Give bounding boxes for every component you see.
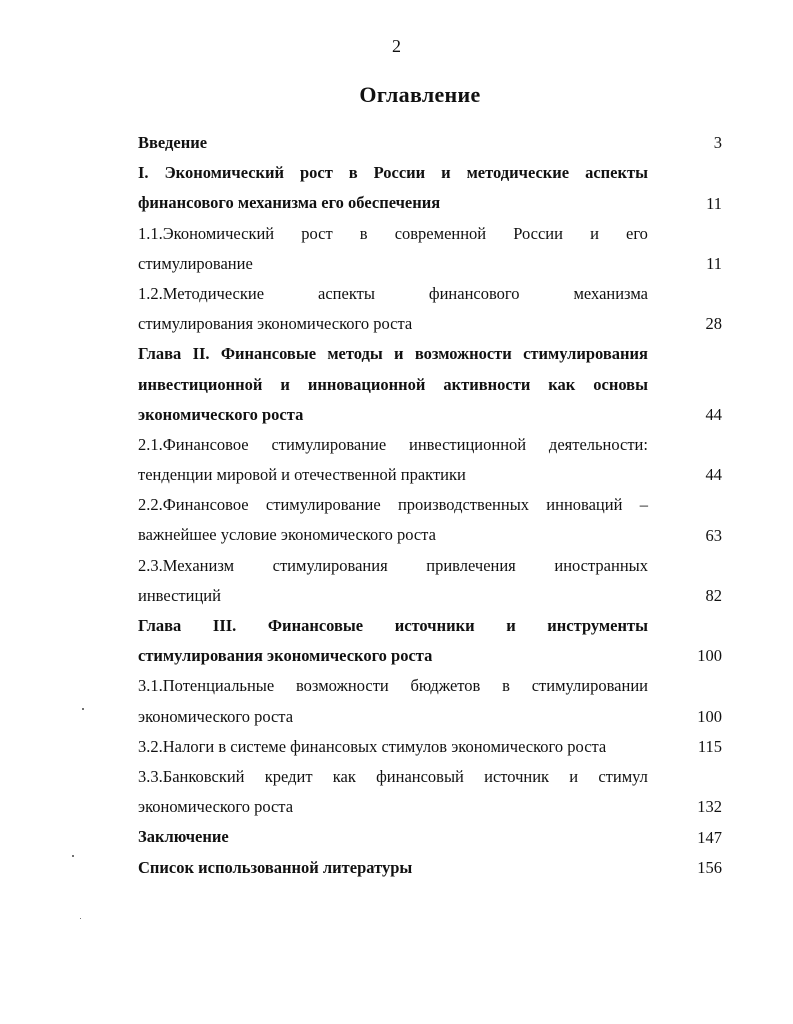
toc-entry-text: возможности <box>295 676 389 696</box>
toc-entry-text: стимулировании <box>531 676 648 696</box>
toc-entry <box>138 339 722 430</box>
toc-entry-text: аспекты <box>585 163 648 183</box>
toc-entry-text: тенденции мировой и отечественной практики <box>138 465 466 485</box>
toc-entry <box>138 128 722 158</box>
toc-entry-text: инвестиций <box>138 585 221 605</box>
toc-page-number: 44 <box>705 404 722 424</box>
toc-entry-text: современной <box>394 223 487 243</box>
toc-entry-text: – <box>639 495 648 515</box>
toc-entry <box>138 671 722 731</box>
toc-entry-line <box>138 671 648 701</box>
toc-entry-line <box>138 853 658 883</box>
toc-entry-text: и <box>506 616 516 635</box>
toc-entry <box>138 219 722 279</box>
toc-entry-text: финансового <box>428 283 520 303</box>
toc-entry <box>138 279 722 339</box>
toc-entry-line <box>138 400 658 430</box>
toc-page-number: 132 <box>697 797 722 817</box>
toc-entry-text: стимулирование <box>271 434 387 454</box>
toc-entry-text: аспекты <box>318 283 375 303</box>
toc-entry-line <box>138 339 648 369</box>
toc-entry-line <box>138 792 658 822</box>
toc-entry <box>138 490 722 550</box>
toc-entry-text: инвестиционной <box>138 374 263 394</box>
toc-page-number: 28 <box>705 314 722 334</box>
toc-entry-line <box>138 490 648 520</box>
toc-entry-text: иностранных <box>554 555 648 575</box>
toc-entry-text: Глава <box>138 616 182 635</box>
toc-entry-line <box>138 309 658 339</box>
toc-entry-line <box>138 370 648 400</box>
scan-speck <box>80 918 81 919</box>
toc-entry-line <box>138 279 648 309</box>
toc-entry-text: финансового механизма его обеспечения <box>138 193 441 213</box>
toc-entry-text: бюджетов <box>410 676 481 696</box>
toc-entry-text: возможности <box>414 344 512 364</box>
toc-entry <box>138 853 722 883</box>
toc-entry-text: экономического роста <box>138 706 294 726</box>
toc-entry-text: стимулирование <box>138 253 253 273</box>
toc-entry-text: финансовый <box>376 766 464 786</box>
toc-entry-text: источники <box>394 616 475 635</box>
toc-entry-text: инновационной <box>307 374 426 394</box>
toc-entry-line <box>138 641 658 671</box>
toc-entry-text: Финансовые <box>267 616 364 635</box>
toc-entry <box>138 430 722 490</box>
toc-entry-line <box>138 430 648 460</box>
toc-entry-line <box>138 520 658 550</box>
toc-entry-text: его <box>626 223 648 243</box>
toc-entry-text: механизма <box>573 283 648 303</box>
toc-entry-line <box>138 188 658 218</box>
toc-entry-line <box>138 460 658 490</box>
toc-entry-text: Введение <box>138 133 208 152</box>
toc-entry-text: Список использованной литературы <box>138 857 413 877</box>
toc-entry <box>138 762 722 822</box>
toc-page-number: 147 <box>697 827 722 847</box>
toc-entry-text: стимулирования экономического роста <box>138 646 433 666</box>
toc-page-number: 115 <box>697 736 722 756</box>
toc-entry-text: и <box>280 374 290 394</box>
page-title: Оглавление <box>359 82 481 107</box>
toc-entry-text: и <box>441 163 451 183</box>
toc-page-number: 11 <box>706 193 722 213</box>
toc-entry-text: России <box>373 163 426 183</box>
toc-entry-text: основы <box>593 374 648 394</box>
toc-page-number: 100 <box>697 646 722 666</box>
toc-entry-text: 3.2.Налоги в системе финансовых стимулов экономического роста <box>138 736 607 756</box>
toc-entry-text: стимулирование <box>265 495 381 515</box>
toc-entry-text: привлечения <box>426 555 516 575</box>
toc-entry-text: 1.2.Методические <box>138 283 265 303</box>
toc-entry-text: II. <box>192 344 210 364</box>
toc-entry-line <box>138 822 658 852</box>
toc-entry-text: 3.1.Потенциальные <box>138 676 275 696</box>
toc-entry-line <box>138 611 648 641</box>
toc-entry-text: и <box>569 766 579 786</box>
toc-entry <box>138 158 722 218</box>
toc-entry-text: Глава <box>138 344 182 364</box>
toc-entry-text: инноваций <box>546 495 623 515</box>
toc-entry-text: 2.3.Механизм <box>138 555 235 575</box>
toc-entry-text: 3.3.Банковский <box>138 766 245 786</box>
toc-entry-text: инструменты <box>547 616 648 635</box>
toc-entry-text: экономического роста <box>138 404 304 424</box>
toc-entry <box>138 551 722 611</box>
toc-page-number: 100 <box>697 706 722 726</box>
toc-entry-text: Заключение <box>138 827 229 847</box>
toc-entry-text: и <box>590 223 599 243</box>
toc-entry-text: в <box>359 223 368 243</box>
toc-entry-text: инвестиционной <box>409 434 527 454</box>
toc-page-number: 63 <box>705 525 722 545</box>
toc-entry-text: Экономический <box>164 163 285 183</box>
toc-entry-text: III. <box>212 616 237 635</box>
toc-entry-text: рост <box>301 223 333 243</box>
toc-entry-line <box>138 219 648 249</box>
toc-entry-line <box>138 732 658 762</box>
toc-entry-text: как <box>332 766 356 786</box>
toc-entry <box>138 732 722 762</box>
toc-entry-text: активности <box>443 374 531 394</box>
toc-page-number: 156 <box>697 857 722 877</box>
toc-entry-text: стимулирования <box>523 344 648 364</box>
toc-page-number: 11 <box>706 253 722 273</box>
toc-entry-line <box>138 249 658 279</box>
table-of-contents <box>138 128 722 883</box>
toc-entry-line <box>138 551 648 581</box>
toc-entry-text: в <box>348 163 358 183</box>
toc-entry-text: 1.1.Экономический <box>138 223 275 243</box>
toc-page-number: 82 <box>705 586 722 605</box>
toc-entry-text: 2.1.Финансовое <box>138 434 249 454</box>
toc-entry-line <box>138 128 658 158</box>
toc-entry-line <box>138 762 648 792</box>
toc-entry-text: деятельности: <box>548 434 648 454</box>
toc-entry-text: методы <box>327 344 383 364</box>
toc-entry-text: стимул <box>598 766 648 786</box>
toc-entry <box>138 822 722 852</box>
toc-entry-text: как <box>548 374 576 394</box>
toc-entry-line <box>138 158 648 188</box>
scan-speck <box>82 708 84 710</box>
toc-entry-text: I. <box>138 163 149 183</box>
toc-entry-text: России <box>513 223 563 243</box>
toc-entry <box>138 611 722 671</box>
toc-entry-text: производственных <box>397 495 530 515</box>
toc-entry-text: методические <box>466 163 570 183</box>
toc-entry-line <box>138 581 658 611</box>
toc-entry-text: рост <box>299 163 333 183</box>
scan-speck <box>72 855 74 857</box>
toc-entry-text: экономического роста <box>138 797 294 817</box>
toc-entry-line <box>138 702 658 732</box>
page-number: 2 <box>392 36 401 56</box>
toc-entry-text: 2.2.Финансовое <box>138 495 249 515</box>
toc-entry-text: стимулирования <box>272 555 388 575</box>
toc-entry-text: источник <box>484 766 550 786</box>
toc-entry-text: в <box>502 676 510 696</box>
toc-entry-text: Финансовые <box>220 344 317 364</box>
toc-entry-text: и <box>394 344 404 364</box>
toc-entry-text: стимулирования экономического роста <box>138 314 413 334</box>
toc-entry-text: важнейшее условие экономического роста <box>138 525 436 545</box>
toc-entry-text: кредит <box>264 766 313 786</box>
toc-page-number: 3 <box>713 133 722 153</box>
toc-page-number: 44 <box>705 465 722 485</box>
